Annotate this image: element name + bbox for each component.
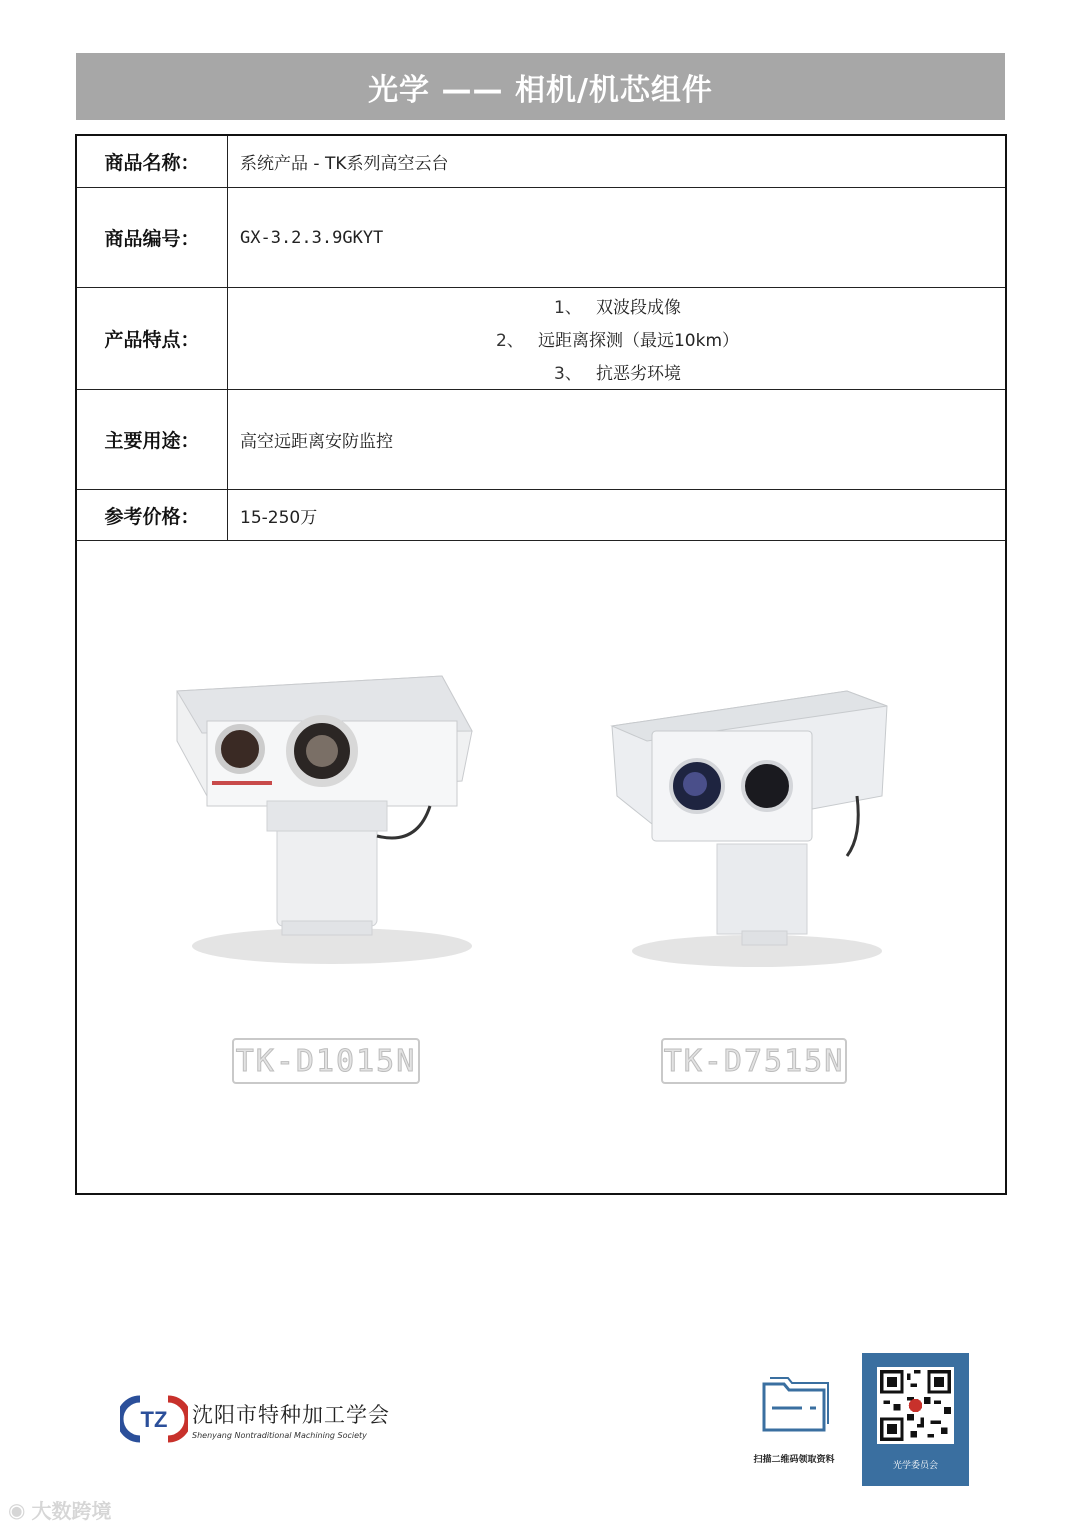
- product-name-value: 系统产品 - TK系列高空云台: [240, 154, 449, 174]
- table-row-price: [77, 490, 1005, 541]
- row-label: 参考价格：: [77, 490, 228, 540]
- qr-code[interactable]: [877, 1367, 954, 1444]
- row-label: 商品编号：: [77, 188, 228, 287]
- product-table: [75, 134, 1007, 1195]
- page-title-banner: [76, 53, 1005, 120]
- qr-code-icon: [880, 1370, 951, 1441]
- price-value: 15-250万: [240, 507, 318, 528]
- usage-value: 高空远距离安防监控: [240, 432, 393, 452]
- table-row-name: [77, 136, 1005, 188]
- resource-folder: [742, 1372, 846, 1465]
- model-label: TK-D1015N: [232, 1038, 420, 1084]
- svg-text:TZ: TZ: [140, 1407, 168, 1432]
- folder-icon: [758, 1372, 830, 1438]
- watermark-text: 大数跨境: [31, 1499, 112, 1523]
- product-code-value: GX-3.2.3.9GKYT: [240, 227, 384, 248]
- qr-card: [862, 1353, 969, 1486]
- feature-item: 1、 双波段成像: [554, 298, 681, 318]
- org-logo: [120, 1393, 390, 1445]
- row-label: 主要用途：: [77, 390, 228, 489]
- tz-logo-icon: [120, 1393, 188, 1445]
- camera-gimbal-icon: [172, 671, 502, 971]
- feature-item: 3、 抗恶劣环境: [554, 364, 681, 384]
- folder-caption: 扫描二维码领取资料: [753, 1455, 835, 1465]
- model-label: TK-D7515N: [661, 1038, 847, 1084]
- watermark: [8, 1495, 111, 1524]
- weibo-icon: ◉: [8, 1497, 26, 1522]
- table-row-code: [77, 188, 1005, 288]
- product-photos: [77, 541, 1005, 1193]
- row-label: 产品特点：: [77, 288, 228, 389]
- org-name: 沈阳市特种加工学会: [192, 1402, 390, 1427]
- row-label: 商品名称：: [77, 136, 228, 187]
- table-row-usage: [77, 390, 1005, 490]
- org-name-en: Shenyang Nontraditional Machining Society: [192, 1430, 367, 1440]
- feature-item: 2、 远距离探测（最远10km）: [495, 331, 740, 351]
- camera-gimbal-icon: [607, 686, 897, 976]
- qr-caption: 光学委员会: [892, 1461, 938, 1471]
- table-row-features: [77, 288, 1005, 390]
- page-title: 光学 —— 相机/机芯组件: [368, 72, 713, 108]
- features-list: [240, 288, 995, 389]
